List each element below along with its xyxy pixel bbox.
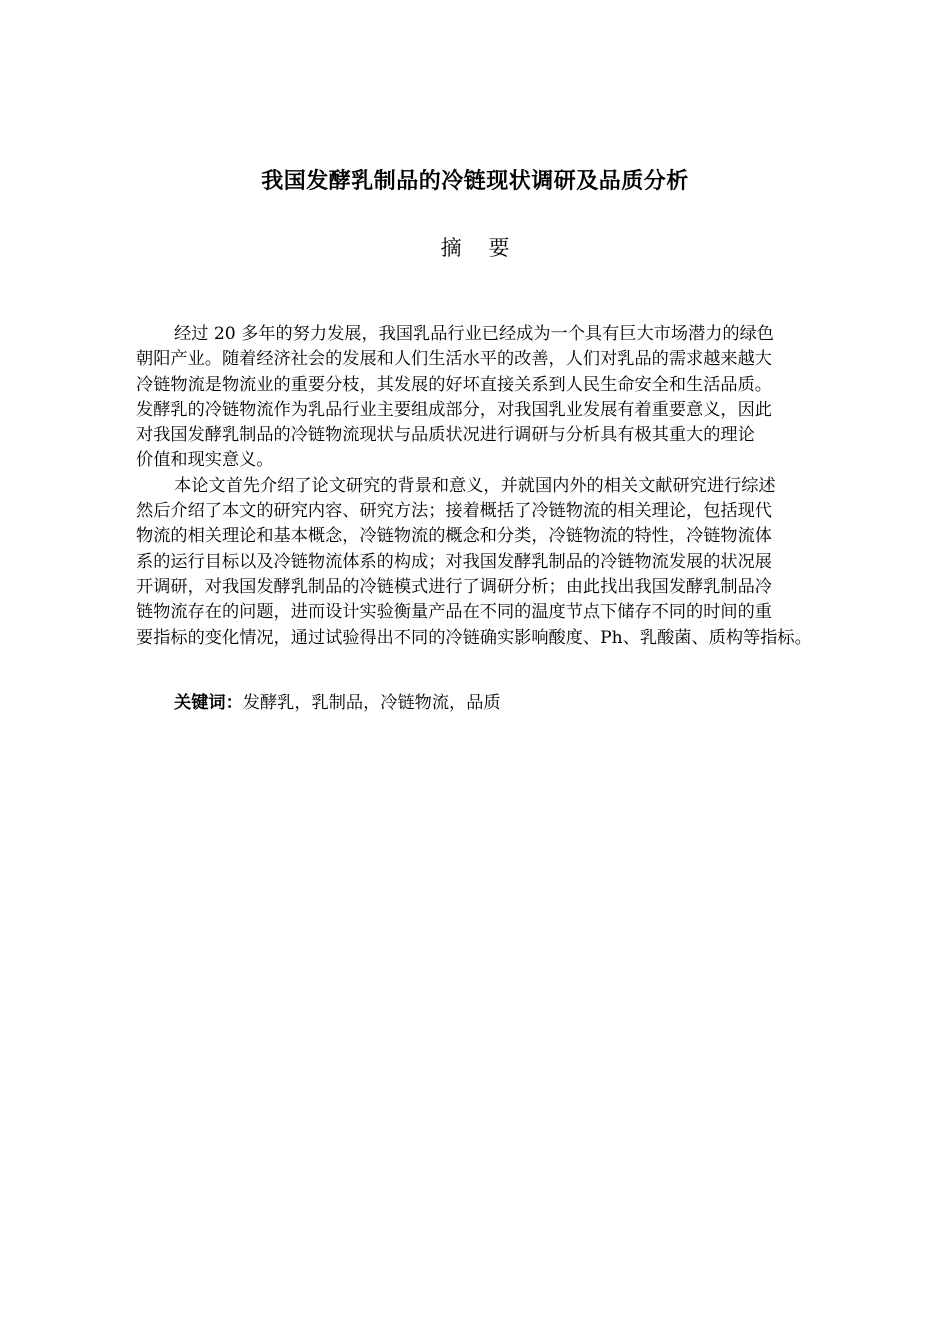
paragraph-line: 本论文首先介绍了论文研究的背景和意义，并就国内外的相关文献研究进行综述 <box>174 475 776 496</box>
paragraph-line: 要指标的变化情况，通过试验得出不同的冷链确实影响酸度、Ph、乳酸菌、质构等指标。 <box>136 627 812 648</box>
document-title: 我国发酵乳制品的冷链现状调研及品质分析 <box>261 168 689 194</box>
paragraph-line: 开调研，对我国发酵乳制品的冷链模式进行了调研分析；由此找出我国发酵乳制品冷 <box>136 576 772 597</box>
paragraph-line: 物流的相关理论和基本概念，冷链物流的概念和分类，冷链物流的特性，冷链物流体 <box>136 526 772 547</box>
keywords-line <box>174 690 501 716</box>
keywords-value: 发酵乳，乳制品，冷链物流，品质 <box>242 693 501 713</box>
paragraph-line: 对我国发酵乳制品的冷链物流现状与品质状况进行调研与分析具有极其重大的理论 <box>136 425 755 446</box>
paragraph-line: 链物流存在的问题，进而设计实验衡量产品在不同的温度节点下储存不同的时间的重 <box>136 602 772 623</box>
paragraph-line: 然后介绍了本文的研究内容、研究方法；接着概括了冷链物流的相关理论，包括现代 <box>136 501 772 522</box>
paragraph-line: 冷链物流是物流业的重要分枝，其发展的好坏直接关系到人民生命安全和生活品质。 <box>136 374 772 395</box>
paragraph-line: 系的运行目标以及冷链物流体系的构成；对我国发酵乳制品的冷链物流发展的状况展 <box>136 551 772 572</box>
abstract-paragraph-1 <box>136 322 816 474</box>
keywords-label: 关键词： <box>174 693 243 713</box>
abstract-paragraph-2 <box>136 474 816 651</box>
paragraph-line: 经过 20 多年的努力发展，我国乳品行业已经成为一个具有巨大市场潜力的绿色 <box>174 324 774 344</box>
abstract-heading: 摘 要 <box>440 236 520 260</box>
paragraph-line: 价值和现实意义。 <box>136 450 274 471</box>
abstract-body <box>136 322 816 651</box>
paragraph-line: 发酵乳的冷链物流作为乳品行业主要组成部分，对我国乳业发展有着重要意义，因此 <box>136 399 772 420</box>
paragraph-line: 朝阳产业。随着经济社会的发展和人们生活水平的改善，人们对乳品的需求越来越大 <box>136 349 772 370</box>
